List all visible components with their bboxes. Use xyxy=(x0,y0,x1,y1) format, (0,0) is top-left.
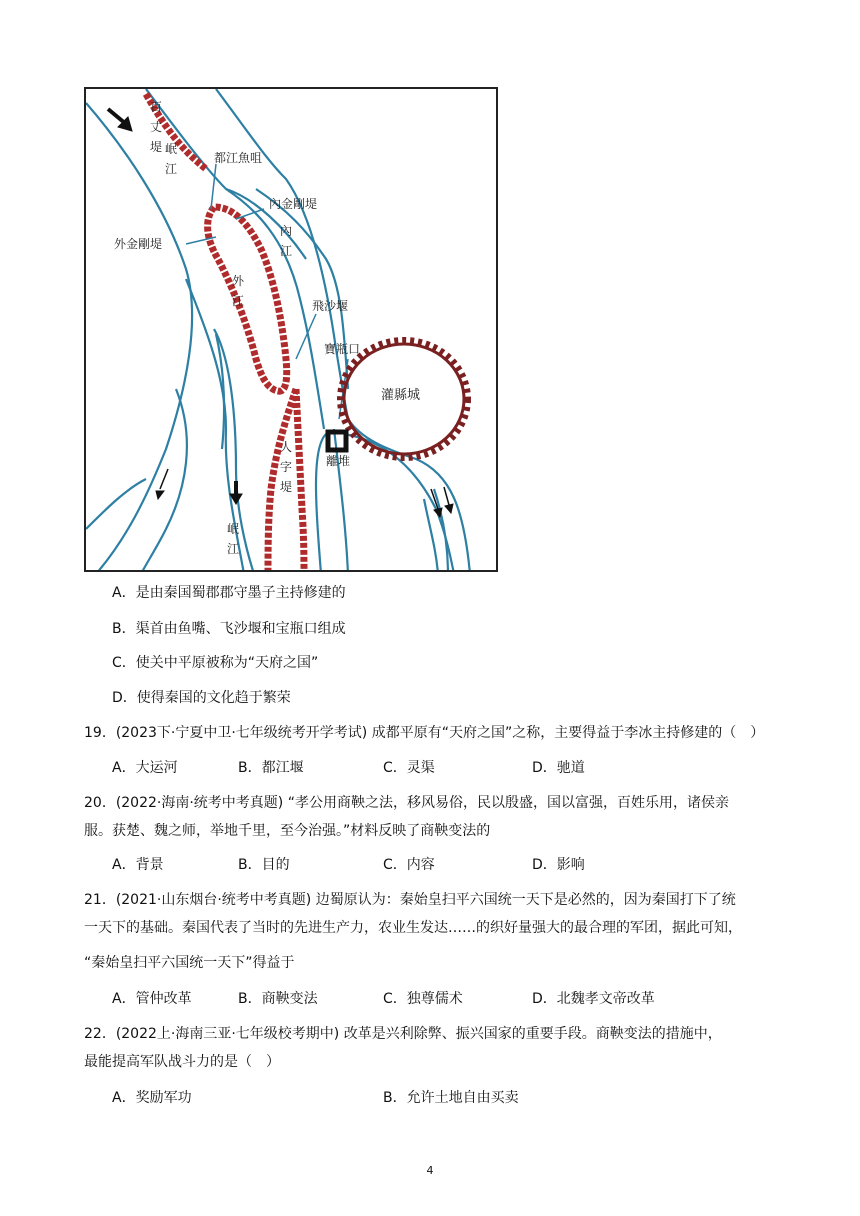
label-minjiang-top: 岷 江 xyxy=(164,142,177,176)
q20-option-a: A．背景 xyxy=(112,857,164,873)
label-minjiang-bottom: 岷 江 xyxy=(226,522,239,556)
map-drawing xyxy=(86,89,498,572)
q19-option-b: B．都江堰 xyxy=(238,760,304,776)
q21-option-d: D．北魏孝文帝改革 xyxy=(532,991,655,1007)
callout-lines xyxy=(186,164,348,419)
q20-option-d: D．影响 xyxy=(532,857,585,873)
label-neijiang: 內 江 xyxy=(279,224,292,258)
label-baopingkou: 寶瓶口 xyxy=(324,342,361,356)
q21-option-b: B．商鞅变法 xyxy=(238,991,318,1007)
q19-stem: 19．(2023下·宁夏中卫·七年级统考开学考试) 成都平原有“天府之国”之称，主要得益于李冰主持修建的（ ） xyxy=(84,725,765,741)
q20-stem-line1: 20．(2022·海南·统考中考真题) “孝公用商鞅之法，移风易俗，民以殷盛，国以富强，百姓乐用，诸侯亲 xyxy=(84,795,729,811)
label-lidui: 離堆 xyxy=(326,454,351,468)
q18-option-d: D．使得秦国的文化趋于繁荣 xyxy=(112,690,291,706)
dujiangyan-map xyxy=(84,87,498,572)
q21-option-c: C．独尊儒术 xyxy=(383,991,463,1007)
q19-option-d: D．驰道 xyxy=(532,760,585,776)
label-feishayan: 飛沙堰 xyxy=(312,299,349,313)
q20-option-b: B．目的 xyxy=(238,857,290,873)
q20-option-c: C．内容 xyxy=(383,857,435,873)
q21-option-a: A．管仲改革 xyxy=(112,991,192,1007)
q19-option-a: A．大运河 xyxy=(112,760,178,776)
q22-stem-line2: 最能提高军队战斗力的是（ ） xyxy=(84,1054,280,1070)
label-dujiang-yuzui: 都江魚咀 xyxy=(214,151,263,165)
label-baizhangdi: 百 丈 堤 xyxy=(149,100,162,154)
label-renzidi: 人 字 堤 xyxy=(279,440,292,494)
q20-stem-line2: 服。获楚、魏之师，举地千里，至今治强。”材料反映了商鞅变法的 xyxy=(84,823,491,839)
label-waijiang: 外 江 xyxy=(231,274,244,308)
page-number: 4 xyxy=(426,1164,434,1177)
label-nei-jingangdi: 內金剛堤 xyxy=(269,197,318,211)
q22-option-a: A．奖励军功 xyxy=(112,1090,192,1106)
label-wai-jingangdi: 外金剛堤 xyxy=(114,237,163,251)
q21-stem-line3: “秦始皇扫平六国统一天下”得益于 xyxy=(84,955,295,971)
q19-option-c: C．灵渠 xyxy=(383,760,435,776)
q18-option-b: B．渠首由鱼嘴、飞沙堰和宝瓶口组成 xyxy=(112,621,346,637)
river-lines xyxy=(86,89,470,572)
q22-option-b: B．允许土地自由买卖 xyxy=(383,1090,519,1106)
label-guanxiancheng: 灌縣城 xyxy=(381,388,421,403)
q21-stem-line2: 一天下的基础。秦国代表了当时的先进生产力，农业生发达……的织好量强大的最合理的军团，据此可知， xyxy=(84,920,742,936)
q21-stem-line1: 21．(2021·山东烟台·统考中考真题) 边蜀原认为：秦始皇扫平六国统一天下是必然的，因为秦国打下了统 xyxy=(84,892,736,908)
q18-option-c: C．使关中平原被称为“天府之国” xyxy=(112,655,319,671)
q18-option-a: A．是由秦国蜀郡郡守墨子主持修建的 xyxy=(112,585,346,601)
q22-stem-line1: 22．(2022上·海南三亚·七年级校考期中) 改革是兴利除弊、振兴国家的重要手段。商鞅变法的措施中， xyxy=(84,1026,722,1042)
